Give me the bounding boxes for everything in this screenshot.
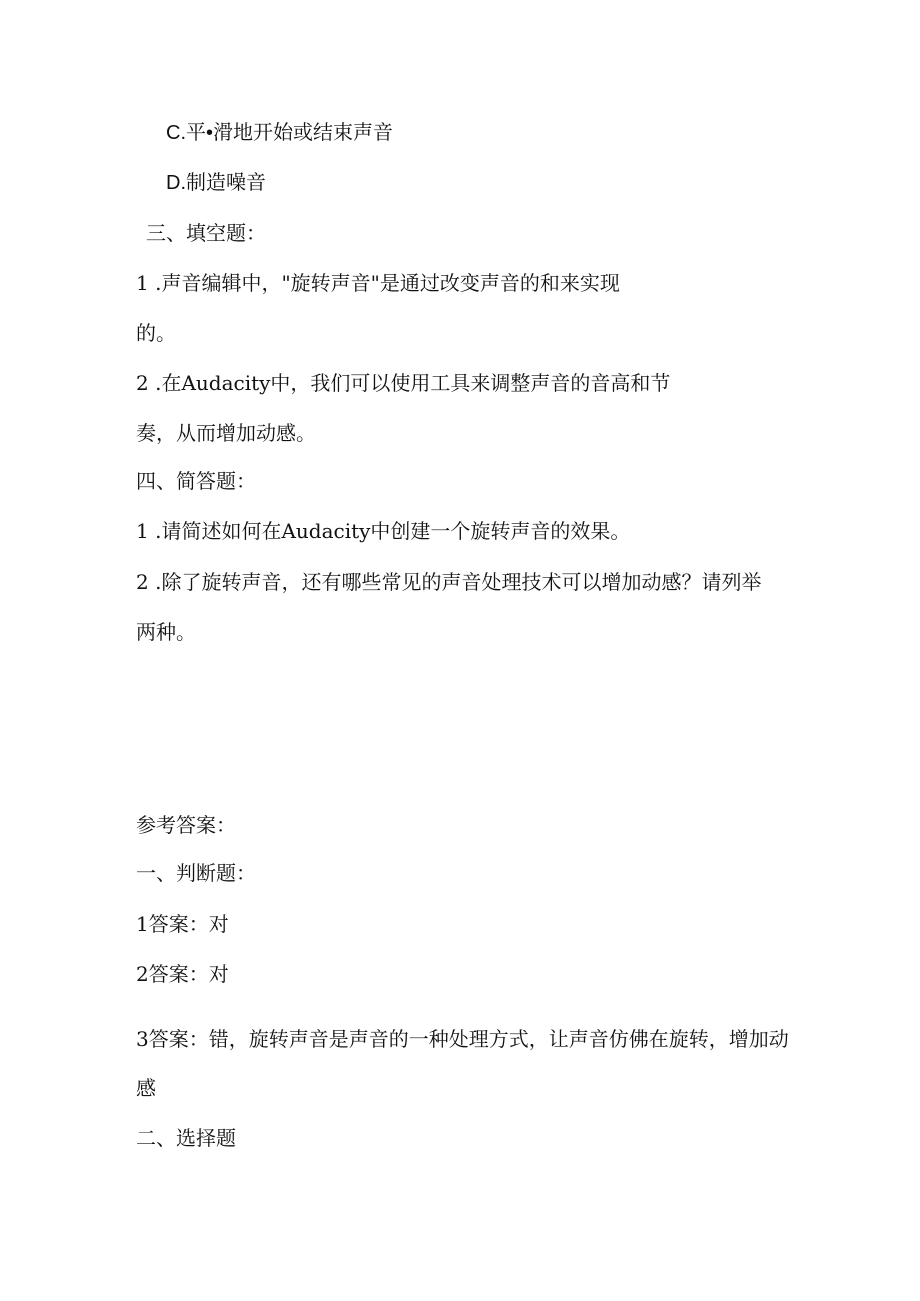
answer-3-continued: 感 (136, 1076, 156, 1100)
answers-part-2-heading: 二、选择题 (136, 1126, 236, 1150)
option-c: C.平•滑地开始或结束声音 (166, 122, 394, 144)
short-answer-question-1: 1 .请简述如何在Audacity中创建一个旋转声音的效果。 (136, 519, 631, 543)
answers-part-1-heading: 一、判断题： (136, 861, 256, 885)
option-d: D.制造噪音 (166, 172, 266, 194)
short-answer-question-2: 2 .除了旋转声音，还有哪些常见的声音处理技术可以增加动感？请列举 (136, 570, 762, 594)
answer-3: 3答案：错，旋转声音是声音的一种处理方式，让声音仿佛在旋转，增加动 (136, 1027, 789, 1051)
answer-1: 1答案：对 (136, 912, 229, 936)
short-answer-question-2-continued: 两种。 (136, 620, 196, 644)
fill-blank-question-2-continued: 奏，从而增加动感。 (136, 421, 316, 445)
fill-blank-question-1: 1 .声音编辑中，"旋转声音"是通过改变声音的和来实现 (136, 271, 620, 295)
reference-answers-heading: 参考答案： (136, 813, 236, 837)
fill-blank-question-1-continued: 的。 (136, 321, 176, 345)
answer-2: 2答案：对 (136, 962, 229, 986)
section-heading-short-answer: 四、简答题： (136, 469, 256, 493)
fill-blank-question-2: 2 .在Audacity中，我们可以使用工具来调整声音的音高和节 (136, 371, 671, 395)
section-heading-fill-blank: 三、填空题： (146, 221, 266, 245)
